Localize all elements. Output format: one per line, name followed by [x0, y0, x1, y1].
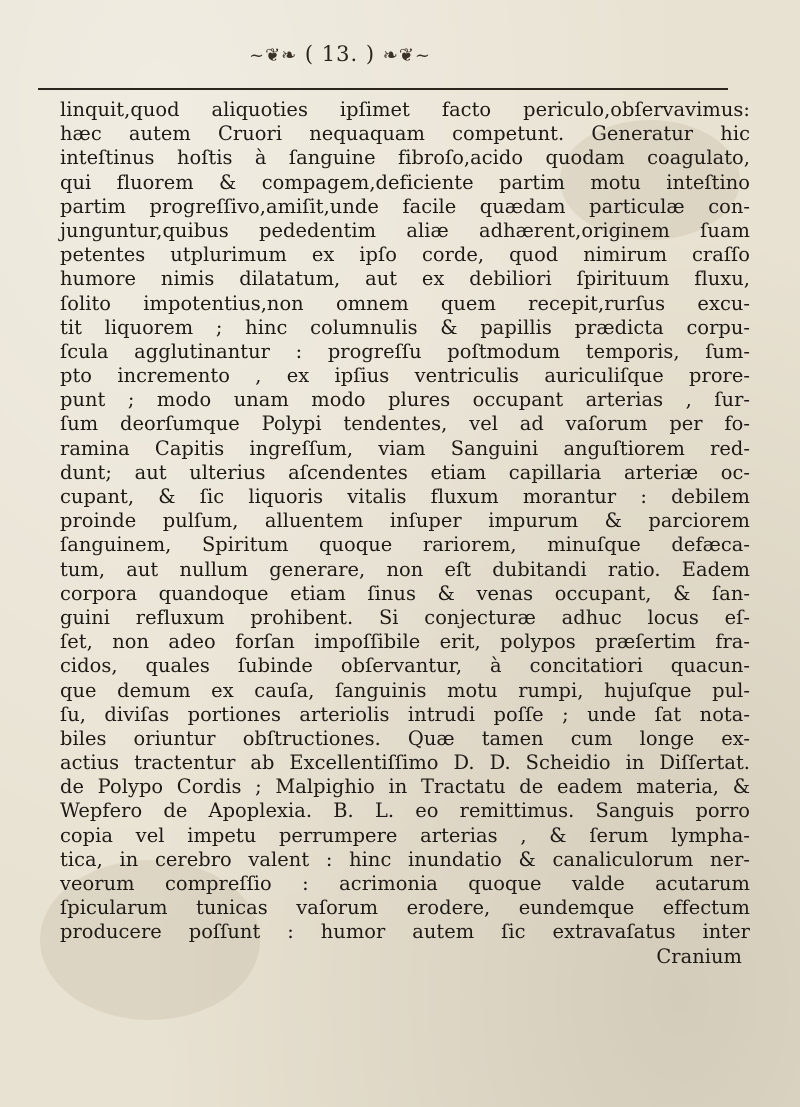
text-line: qui fluorem & compagem,deficiente partim motu inteſtino — [60, 170, 750, 194]
text-line: copia vel impetu perrumpere arterias , & ſerum lympha- — [60, 823, 750, 847]
text-line: que demum ex cauſa, ſanguinis motu rumpi, hujuſque pul- — [60, 678, 750, 702]
text-line: ſet, non adeo forſan impoſſibile erit, polypos præſertim fra- — [60, 630, 750, 654]
text-line: linquit,quod aliquoties ipſimet facto periculo,obſervavimus: — [60, 98, 750, 121]
text-line: proinde pulſum, alluentem inſuper impurum & parciorem — [60, 509, 750, 533]
page-number: ( 13. ) — [304, 42, 376, 66]
text-line: ſpicularum tunicas vaſorum erodere, eundemque effectum — [60, 896, 750, 920]
text-line: dunt; aut ulterius aſcendentes etiam capillaria arteriæ oc- — [60, 460, 750, 484]
text-line: ſcula agglutinantur : progreſſu poſtmodum temporis, ſum- — [60, 339, 750, 363]
text-line: veorum compreſſio : acrimonia quoque valde acutarum — [60, 872, 750, 895]
text-line: cupant, & ſic liquoris vitalis fluxum morantur : debilem — [60, 485, 750, 508]
page-header — [0, 26, 800, 86]
text-line: tum, aut nullum generare, non eſt dubitandi ratio. Eadem — [60, 557, 750, 581]
text-line: Wepfero de Apoplexia. B. L. eo remittimus. Sanguis porro — [60, 799, 750, 823]
text-line: ſanguinem, Spiritum quoque rariorem, minuſque defæca- — [60, 533, 750, 557]
text-line: biles oriuntur obſtructiones. Quæ tamen cum longe ex- — [60, 726, 750, 750]
page-number-line — [200, 42, 480, 66]
text-line: partim progreſſivo,amiſit,unde facile quædam particulæ con- — [60, 194, 750, 218]
text-line: corpora quandoque etiam ſinus & venas occupant, & ſan- — [60, 581, 750, 605]
text-line: producere poſſunt : humor autem ſic extravaſatus inter — [60, 920, 750, 944]
text-line: cidos, quales ſubinde obſervantur, à concitatiori quacun- — [60, 654, 750, 678]
right-ornament-icon: ❧❦~ — [382, 45, 431, 66]
text-line: punt ; modo unam modo plures occupant arterias , ſur- — [60, 388, 750, 412]
left-ornament-icon: ~❦❧ — [248, 45, 298, 66]
text-line: ſolito impotentius,non omnem quem recepit,rurſus excu- — [60, 291, 750, 315]
text-line: ramina Capitis ingreſſum, viam Sanguini anguſtiorem red- — [60, 436, 750, 460]
text-line: de Polypo Cordis ; Malpighio in Tractatu de eadem materia, & — [60, 775, 750, 799]
text-line: tica, in cerebro valent : hinc inundatio & canaliculorum ner- — [60, 847, 750, 871]
text-line: pto incremento , ex ipſius ventriculis auriculiſque prore- — [60, 364, 750, 388]
text-line: ſum deorſumque Polypi tendentes, vel ad vaſorum per fo- — [60, 412, 750, 436]
body-text — [60, 98, 750, 969]
text-line: junguntur,quibus pededentim aliæ adhærent,originem ſuam — [60, 218, 750, 242]
header-rule — [38, 88, 728, 90]
text-line: humore nimis dilatatum, aut ex debiliori ſpirituum fluxu, — [60, 267, 750, 291]
text-line: ſu, diviſas portiones arteriolis intrudi poſſe ; unde ſat nota- — [60, 702, 750, 726]
text-line: inteſtinus hoſtis à ſanguine fibroſo,acido quodam coagulato, — [60, 146, 750, 170]
text-line: hæc autem Cruori nequaquam competunt. Generatur hic — [60, 122, 750, 146]
text-line: tit liquorem ; hinc columnulis & papillis prædicta corpu- — [60, 315, 750, 339]
text-line: petentes utplurimum ex ipſo corde, quod nimirum craſſo — [60, 243, 750, 267]
text-line: guini refluxum prohibent. Si conjecturæ adhuc locus eſ- — [60, 605, 750, 629]
text-line: actius tractentur ab Excellentiſſimo D. D. Scheidio in Diſſertat. — [60, 751, 750, 775]
text-line: Cranium — [656, 944, 742, 968]
